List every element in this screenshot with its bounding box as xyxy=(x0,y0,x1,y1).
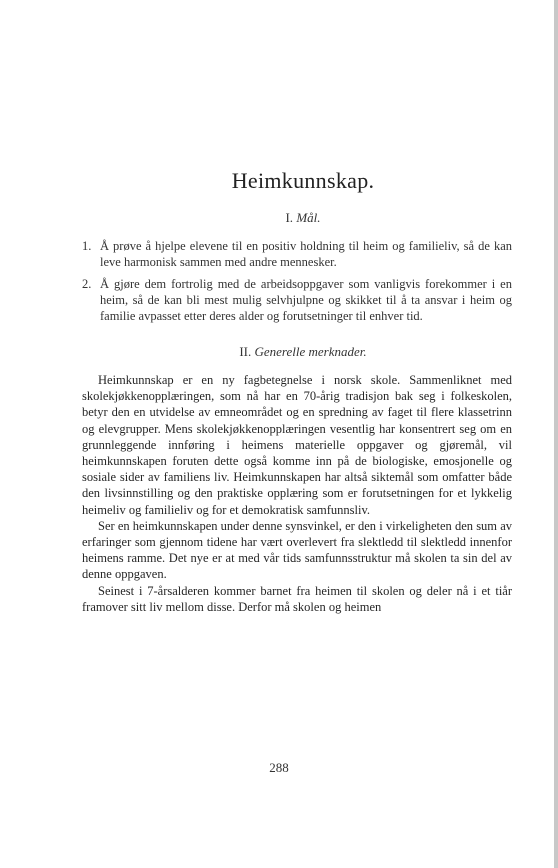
page-number: 288 xyxy=(269,760,289,775)
section-2-title: Generelle merknader. xyxy=(254,344,367,359)
goal-item-1-number: 1. xyxy=(82,239,92,253)
document-body xyxy=(82,168,512,615)
paragraph-3: Seinest i 7-årsalderen kommer barnet fra heimen til skolen og deler nå i et tiår framover sitt liv mellom disse. Derfor må skolen og heimen xyxy=(82,583,512,614)
section-1-title: Mål. xyxy=(296,210,321,225)
section-2-heading xyxy=(94,344,512,360)
section-1-heading xyxy=(94,210,512,226)
document-title: Heimkunnskap. xyxy=(231,168,375,193)
goal-item-2 xyxy=(82,276,512,324)
section-2-number: II. xyxy=(239,344,252,359)
goal-item-1 xyxy=(82,238,512,270)
goal-item-1-text: Å prøve å hjelpe elevene til en positiv holdning til heim og familieliv, så de kan leve harmonisk sammen med andre mennesker. xyxy=(100,239,512,269)
goal-item-2-text: Å gjøre dem fortrolig med de arbeidsoppgaver som vanligvis forekommer i en heim, så de kan bli mest mulig selvhjulpne og skikket til å ta ansvar i heim og familie avpasset etter deres alder og forutsetninger til enhver tid. xyxy=(100,277,512,323)
page-edge xyxy=(554,0,558,868)
section-1-number: I. xyxy=(285,210,294,225)
paragraph-1: Heimkunnskap er en ny fagbetegnelse i norsk skole. Sammenliknet med skolekjøkkenopplæringen, som nå har en 70-årig tradisjon bak seg i folkeskolen, betyr den en utvidelse av emneområdet og en spredning av faget til flere klassetrinn og elevgrupper. Mens skolekjøkkenopplæringen vesentlig har konsentrert seg om en grunnleggende innføring i heimens materielle oppgaver og gjøremål, vil heimkunnskapen foruten dette også komme inn på de biologiske, emosjonelle og sosiale sider av familiens liv. Heimkunnskapen har altså siktemål som omfatter både den livsinnstilling og den praktiske opplæring som er forutsetningen for et lykkelig heimeliv og familieliv og for et demokratisk samfunnsliv. xyxy=(82,373,512,517)
paragraph-2: Ser en heimkunnskapen under denne synsvinkel, er den i virkeligheten den sum av erfaringer som gjennom tidene har vært overlevert fra slektledd til slektledd innenfor heimens ramme. Det nye er at med vår tids samfunnsstruktur må skolen ta sin del av denne oppgaven. xyxy=(82,518,512,582)
goal-item-2-number: 2. xyxy=(82,277,92,291)
